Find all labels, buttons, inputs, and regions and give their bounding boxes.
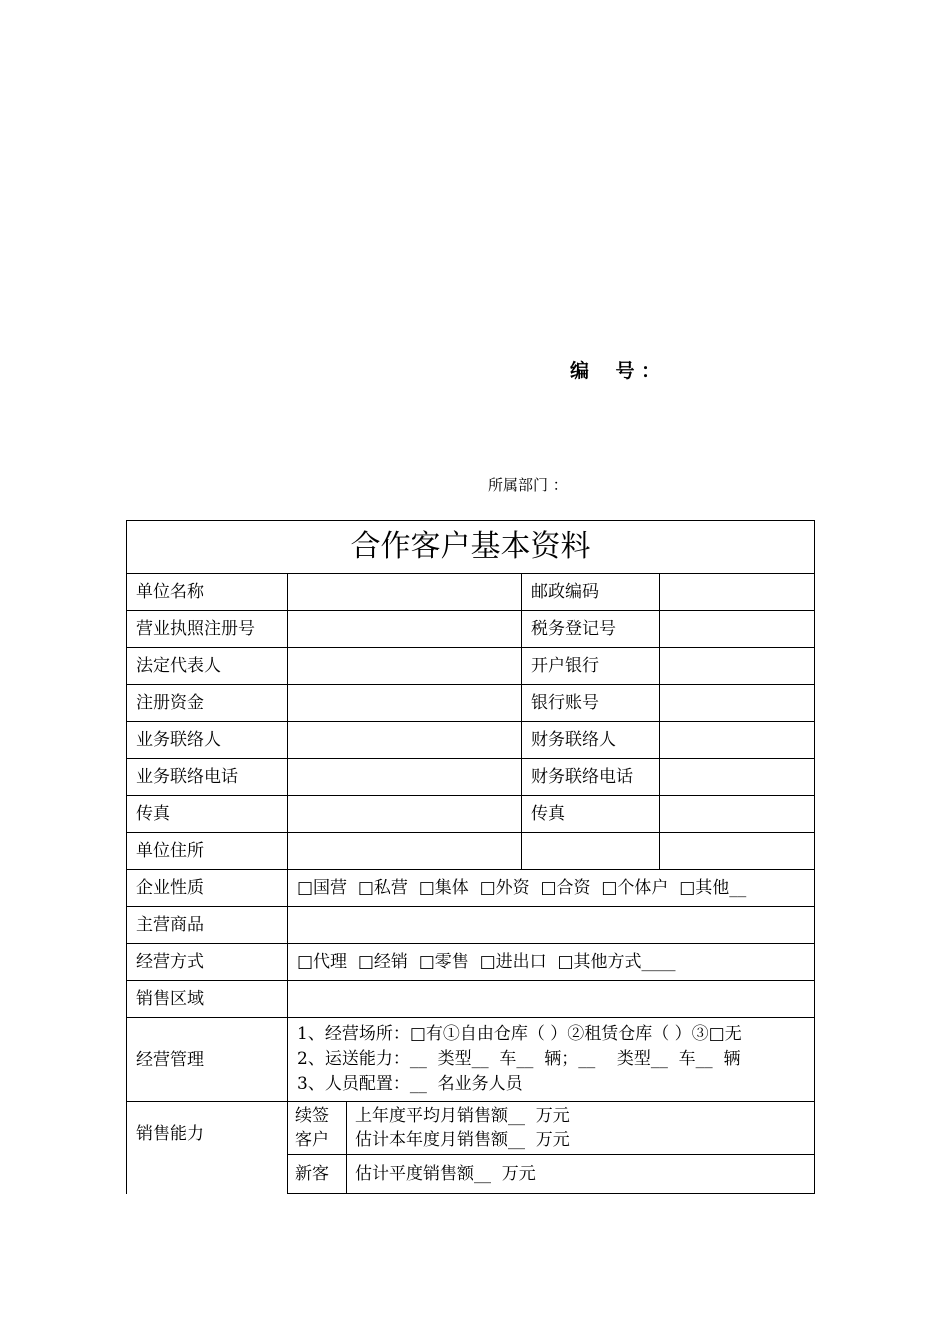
business-fax-label: 传真 bbox=[127, 796, 288, 833]
table-row bbox=[127, 870, 815, 907]
business-phone-label: 业务联络电话 bbox=[127, 759, 288, 796]
renewal-label-line-2: 客户 bbox=[295, 1130, 329, 1150]
bank-account-label: 银行账号 bbox=[522, 685, 660, 722]
table-row bbox=[288, 1102, 814, 1155]
finance-phone-field[interactable] bbox=[660, 759, 815, 796]
transport-line: 2、运送能力：__ 类型__ 车__ 辆；__ 类型__ 车__ 辆 bbox=[297, 1049, 741, 1069]
department-label: 所属部门 ： bbox=[488, 476, 568, 494]
business-license-label: 营业执照注册号 bbox=[127, 611, 288, 648]
address-field[interactable] bbox=[288, 833, 522, 870]
registered-capital-label: 注册资金 bbox=[127, 685, 288, 722]
sales-subtable bbox=[288, 1102, 814, 1194]
table-row bbox=[127, 833, 815, 870]
serial-number-label: 编 号 ： bbox=[570, 360, 661, 382]
finance-phone-label: 财务联络电话 bbox=[522, 759, 660, 796]
business-contact-field[interactable] bbox=[288, 722, 522, 759]
table-row bbox=[127, 648, 815, 685]
enterprise-nature-label: 企业性质 bbox=[127, 870, 288, 907]
business-mode-label: 经营方式 bbox=[127, 944, 288, 981]
table-row bbox=[127, 1102, 815, 1195]
finance-contact-field[interactable] bbox=[660, 722, 815, 759]
tax-registration-field[interactable] bbox=[660, 611, 815, 648]
table-row bbox=[127, 1018, 815, 1102]
table-row bbox=[127, 944, 815, 981]
table-row bbox=[127, 685, 815, 722]
company-name-field[interactable] bbox=[288, 574, 522, 611]
business-contact-label: 业务联络人 bbox=[127, 722, 288, 759]
finance-fax-field[interactable] bbox=[660, 796, 815, 833]
renewal-label-line-1: 续签 bbox=[295, 1106, 329, 1126]
table-row bbox=[127, 981, 815, 1018]
registered-capital-field[interactable] bbox=[288, 685, 522, 722]
postal-code-field[interactable] bbox=[660, 574, 815, 611]
sales-capacity-label bbox=[127, 1102, 288, 1195]
address-label: 单位住所 bbox=[127, 833, 288, 870]
legal-representative-field[interactable] bbox=[288, 648, 522, 685]
finance-contact-label: 财务联络人 bbox=[522, 722, 660, 759]
staffing-line: 3、人员配置：__ 名业务人员 bbox=[297, 1074, 523, 1094]
bank-account-field[interactable] bbox=[660, 685, 815, 722]
table-row bbox=[127, 611, 815, 648]
business-license-field[interactable] bbox=[288, 611, 522, 648]
customer-info-form bbox=[126, 520, 815, 1194]
business-phone-field[interactable] bbox=[288, 759, 522, 796]
business-mode-options[interactable]: □代理 □经销 □零售 □进出口 □其他方式____ bbox=[288, 944, 815, 981]
new-customer-label: 新客 bbox=[288, 1155, 347, 1194]
enterprise-nature-options[interactable]: □国营 □私营 □集体 □外资 □合资 □个体户 □其他__ bbox=[288, 870, 815, 907]
renewal-sales-details[interactable] bbox=[347, 1102, 815, 1155]
renewal-customer-label bbox=[288, 1102, 347, 1155]
main-goods-field[interactable] bbox=[288, 907, 815, 944]
form-title: 合作客户基本资料 bbox=[127, 521, 815, 574]
bank-name-field[interactable] bbox=[660, 648, 815, 685]
sales-region-field[interactable] bbox=[288, 981, 815, 1018]
table-row bbox=[127, 722, 815, 759]
table-row bbox=[127, 796, 815, 833]
table-row bbox=[127, 574, 815, 611]
last-year-sales: 上年度平均月销售额__ 万元 bbox=[355, 1106, 570, 1126]
legal-representative-label: 法定代表人 bbox=[127, 648, 288, 685]
table-row bbox=[127, 759, 815, 796]
tax-registration-label: 税务登记号 bbox=[522, 611, 660, 648]
finance-fax-label: 传真 bbox=[522, 796, 660, 833]
company-name-label: 单位名称 bbox=[127, 574, 288, 611]
premises-line: 1、经营场所：□有①自由仓库（ ）②租赁仓库（ ）③□无 bbox=[297, 1024, 742, 1044]
table-row bbox=[127, 907, 815, 944]
main-goods-label: 主营商品 bbox=[127, 907, 288, 944]
sales-region-label: 销售区域 bbox=[127, 981, 288, 1018]
table-row bbox=[288, 1155, 814, 1194]
new-customer-sales[interactable]: 估计平度销售额__ 万元 bbox=[347, 1155, 815, 1194]
sales-capacity-text: 销售能力 bbox=[136, 1124, 204, 1144]
this-year-sales: 估计本年度月销售额__ 万元 bbox=[355, 1130, 570, 1150]
address-field-3[interactable] bbox=[660, 833, 815, 870]
address-field-2[interactable] bbox=[522, 833, 660, 870]
bank-name-label: 开户银行 bbox=[522, 648, 660, 685]
postal-code-label: 邮政编码 bbox=[522, 574, 660, 611]
sales-capacity-details bbox=[288, 1102, 815, 1195]
management-label: 经营管理 bbox=[127, 1018, 288, 1102]
management-details[interactable] bbox=[288, 1018, 815, 1102]
business-fax-field[interactable] bbox=[288, 796, 522, 833]
